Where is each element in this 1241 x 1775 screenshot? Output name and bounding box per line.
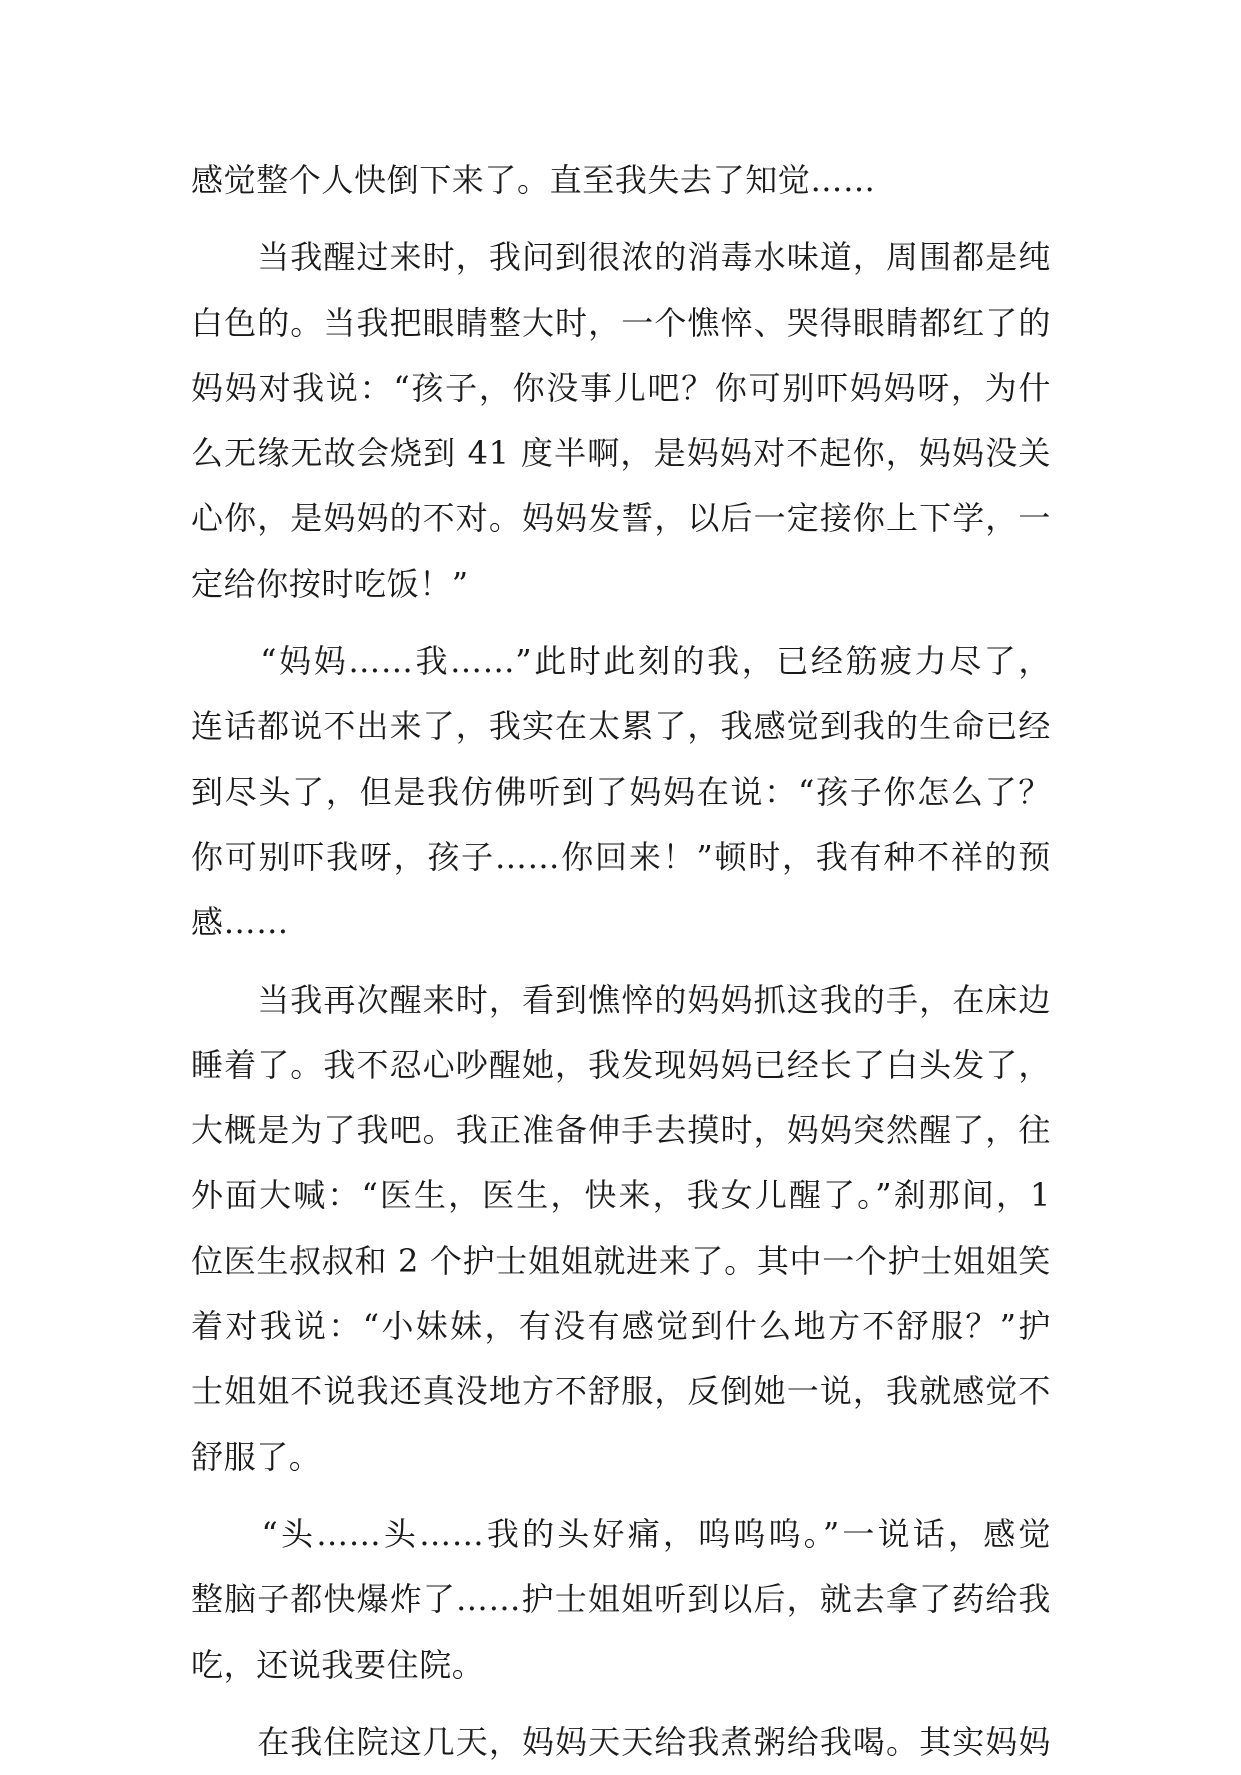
text-line: 心你，是妈妈的不对。妈妈发誓，以后一定接你上下学，一 — [191, 499, 1051, 538]
text-line: 定给你按时吃饭！” — [191, 564, 469, 603]
text-line: 你可别吓我呀，孩子……你回来！”顿时，我有种不祥的预 — [191, 837, 1051, 876]
text-line: 么无缘无故会烧到 41 度半啊，是妈妈对不起你，妈妈没关 — [191, 434, 1051, 473]
paragraph — [191, 1502, 1051, 1698]
text-line: 在我住院这几天，妈妈天天给我煮粥给我喝。其实妈妈 — [191, 1722, 1051, 1761]
text-line: 感…… — [191, 903, 289, 942]
paragraph — [191, 148, 1051, 213]
text-line: 当我醒过来时，我问到很浓的消毒水味道，周围都是纯 — [191, 238, 1051, 277]
text-line: 吃，还说我要住院。 — [191, 1645, 485, 1684]
body-text — [191, 148, 1051, 1775]
text-line: 白色的。当我把眼睛整大时，一个憔悴、哭得眼睛都红了的 — [191, 303, 1051, 342]
text-line: 位医生叔叔和 2 个护士姐姐就进来了。其中一个护士姐姐笑 — [191, 1241, 1051, 1280]
text-line: “妈妈……我……”此时此刻的我，已经筋疲力尽了， — [191, 642, 1051, 681]
text-line: 当我再次醒来时，看到憔悴的妈妈抓这我的手，在床边 — [191, 980, 1051, 1019]
text-line: 整脑子都快爆炸了……护士姐姐听到以后，就去拿了药给我 — [191, 1580, 1051, 1619]
paragraph — [191, 1710, 1051, 1775]
paragraph — [191, 629, 1051, 955]
text-line: 睡着了。我不忍心吵醒她，我发现妈妈已经长了白头发了， — [191, 1045, 1051, 1084]
text-line: 连话都说不出来了，我实在太累了，我感觉到我的生命已经 — [191, 707, 1051, 746]
text-line: 大概是为了我吧。我正准备伸手去摸时，妈妈突然醒了，往 — [191, 1111, 1051, 1150]
paragraph — [191, 968, 1051, 1490]
text-line: 感觉整个人快倒下来了。直至我失去了知觉…… — [191, 161, 876, 199]
text-line: 士姐姐不说我还真没地方不舒服，反倒她一说，我就感觉不 — [191, 1372, 1051, 1411]
text-line: “头……头……我的头好痛，呜呜呜。”一说话，感觉 — [191, 1514, 1051, 1553]
paragraph — [191, 225, 1051, 617]
text-line: 到尽头了，但是我仿佛听到了妈妈在说：“孩子你怎么了？ — [191, 772, 1051, 811]
text-line: 着对我说：“小妹妹，有没有感觉到什么地方不舒服？”护 — [191, 1307, 1051, 1346]
text-line: 外面大喊：“医生，医生，快来，我女儿醒了。”刹那间，1 — [191, 1176, 1051, 1215]
text-line: 舒服了。 — [191, 1437, 322, 1476]
text-line: 妈妈对我说：“孩子，你没事儿吧？你可别吓妈妈呀，为什 — [191, 368, 1051, 407]
